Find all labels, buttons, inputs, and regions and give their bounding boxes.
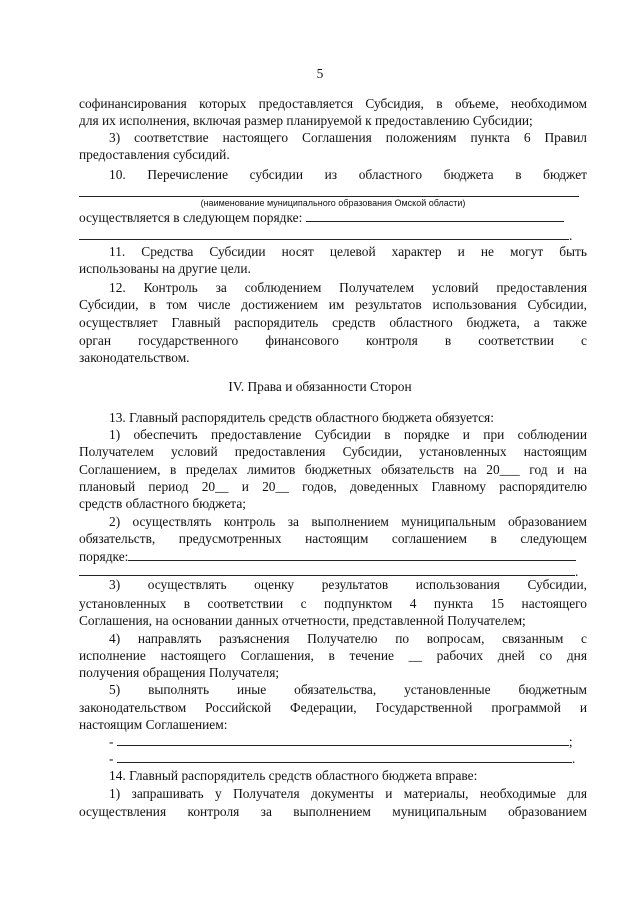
- dash: -: [109, 751, 114, 766]
- text-line: [79, 227, 587, 244]
- text-span: осуществляется в следующем порядке:: [79, 210, 303, 225]
- dash: -: [109, 734, 114, 749]
- text-line: орган государственного финансового контроля в соответствии с: [79, 333, 587, 348]
- text-line: 2) осуществлять контроль за выполнением муниципальным образованием: [109, 514, 587, 529]
- text-span: порядке:: [79, 549, 129, 564]
- text-line: получения обращения Получателя;: [79, 665, 280, 680]
- text-line: установленных в соответствии с подпунктом 4 пункта 15 настоящего: [79, 596, 587, 611]
- list-item: [109, 750, 587, 767]
- text-line: 12. Контроль за соблюдением Получателем условий предоставления: [109, 280, 587, 295]
- text-line: осуществляет Главный распорядитель средств областного бюджета, а также: [79, 315, 587, 330]
- text-line: 14. Главный распорядитель средств областного бюджета вправе:: [109, 768, 478, 783]
- text-line: предоставления субсидий.: [79, 147, 230, 162]
- blank-line: [306, 209, 564, 222]
- text-line: 1) запрашивать у Получателя документы и материалы, необходимые для: [109, 786, 587, 801]
- blank-line: [117, 733, 569, 746]
- text-line: исполнение настоящего Соглашения, в течение __ рабочих дней со дня: [79, 648, 587, 663]
- blank-line: [79, 227, 569, 240]
- text-line: 3) соответствие настоящего Соглашения положениям пункта 6 Правил: [109, 130, 587, 145]
- period: .: [569, 228, 573, 243]
- text-line: законодательством Российской Федерации, Государственной программой и: [79, 700, 587, 715]
- text-line: 13. Главный распорядитель средств областного бюджета обязуется:: [109, 410, 494, 425]
- section-heading: IV. Права и обязанности Сторон: [228, 379, 412, 394]
- blank-line: [128, 548, 576, 561]
- blank-line: [117, 750, 572, 763]
- text-line: для их исполнения, включая размер планируемой к предоставлению Субсидии;: [79, 113, 533, 128]
- period: .: [575, 564, 579, 579]
- blank-line: [79, 196, 579, 197]
- text-line: плановый период 20__ и 20__ годов, доведенных Главному распорядителю: [79, 479, 587, 494]
- text-line: 11. Средства Субсидии носят целевой характер и не могут быть: [109, 244, 587, 259]
- text-line: 1) обеспечить предоставление Субсидии в порядке и при соблюдении: [109, 427, 587, 442]
- blank-line: [79, 563, 575, 576]
- text-line: средств областного бюджета;: [79, 496, 246, 511]
- text-line: [79, 209, 587, 226]
- text-line: софинансирования которых предоставляется Субсидия, в объеме, необходимом: [79, 96, 587, 111]
- page-number: 5: [316, 66, 324, 81]
- text-line: законодательством.: [79, 350, 190, 365]
- text-line: Субсидии, в том числе достижением им результатов использования Субсидии,: [79, 297, 587, 312]
- list-item: [109, 733, 587, 750]
- field-caption: (наименование муниципального образования Омской области): [200, 198, 466, 208]
- text-line: обязательств, предусмотренных настоящим соглашением в следующем: [79, 531, 587, 546]
- text-line: Соглашением, в пределах лимитов бюджетных обязательств на 20___ год и на: [79, 462, 587, 477]
- semicolon: ;: [568, 734, 573, 749]
- text-line: 10. Перечисление субсидии из областного бюджета в бюджет: [109, 167, 587, 182]
- text-line: 5) выполнять иные обязательства, установленные бюджетным: [109, 682, 587, 697]
- text-line: 3) осуществлять оценку результатов использования Субсидии,: [109, 577, 587, 592]
- text-line: настоящим Соглашением:: [79, 717, 228, 732]
- text-line: Соглашения, на основании данных отчетности, представленной Получателем;: [79, 613, 526, 628]
- text-line: осуществления контроля за выполнением муниципальным образованием: [79, 804, 587, 819]
- text-line: 4) направлять разъяснения Получателю по вопросам, связанным с: [109, 631, 587, 646]
- text-line: Получателем условий предоставления Субсидии, установленных настоящим: [79, 444, 587, 459]
- text-line: использованы на другие цели.: [79, 261, 251, 276]
- period: .: [571, 751, 576, 766]
